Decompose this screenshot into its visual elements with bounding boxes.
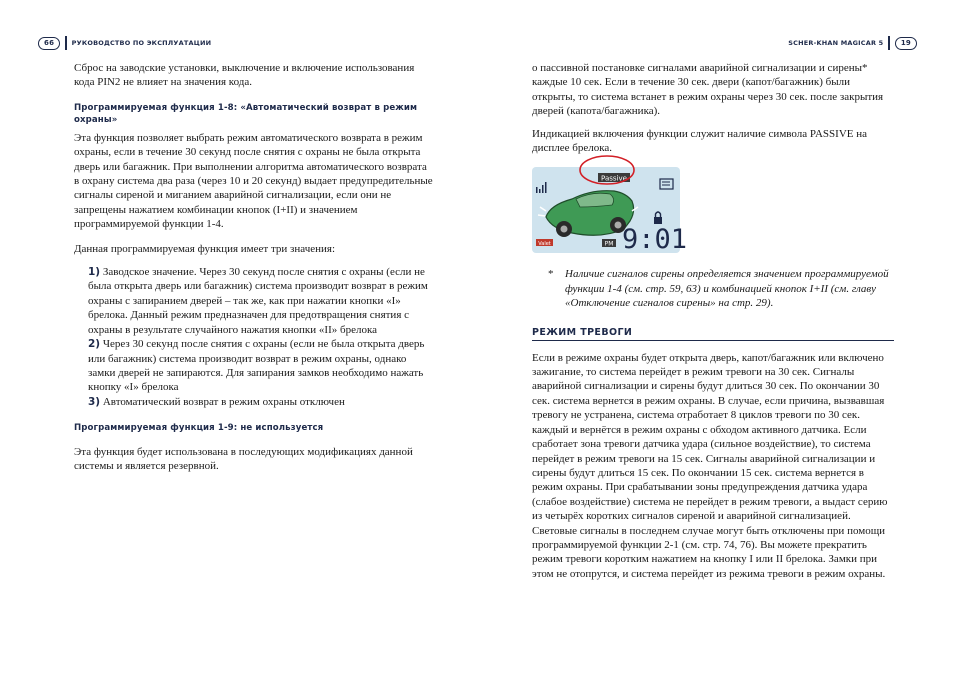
list-item: 2) Через 30 секунд после снятия с охраны (если не была открыта дверь или багажник) система производит возврат в режим охраны, однако замки дверей не запираются. Для запирания замков необходимо нажать кнопку «I» брелока [88,338,425,394]
values-intro: Данная программируемая функция имеет три значения: [74,242,336,255]
function-1-8-body: Эта функция позволяет выбрать режим автоматического возврата в режим охраны, если в течение 30 секунд после снятия с охраны не была открыта дверь или багажник. При выполнении алгоритма автоматического возврата в охрану система два раза (через 10 и 20 секунд) выдает предупредительные сигналы сиреной и миганием аварийной сигнализации, если они не запрещены нажатием комбинации кнопок (I+II) и значением программируемой функции 1-4. [74,131,433,231]
pm-label: PM [604,240,614,248]
function-1-8-heading: Программируемая функция 1-8: «Автоматический возврат в режим охраны» [74,102,418,126]
page-header-right [788,35,917,51]
list-item: 1) Заводское значение. Через 30 секунд после снятия с охраны (если не была открыта дверь или багажник) система производит возврат в режим охраны с запиранием дверей – так же, как при нажатии кнопки «I» брелока. Данный режим предназначен для предотвращения снятия с охраны в результате случайного нажатия кнопки «II» брелока [88,266,428,336]
left-page-number: 66 [38,37,60,50]
header-divider [65,36,67,50]
display-time: 9:01 [622,224,688,256]
lock-icon [654,212,662,224]
right-page-number: 19 [895,37,917,50]
right-column [532,61,894,581]
passive-paragraph: о пассивной постановке сигналами аварийной сигнализации и сирены* каждые 10 сек. Если в течение 30 сек. двери (капот/багажник) были открыты, то система встанет в режим охраны через 30 сек. после закрытия дверей (капота/багажника). [532,62,884,118]
remote-display-image [532,167,688,256]
intro-paragraph: Сброс на заводские установки, выключение и включение использования кода PIN2 не влияет на значения кода. [74,62,415,89]
function-1-9-body: Эта функция будет использована в последующих модификациях данной системы и является резервной. [74,445,413,473]
values-list [74,265,434,409]
function-1-9-heading: Программируемая функция 1-9: не используется [74,423,324,434]
indication-paragraph: Индикацией включения функции служит наличие символа PASSIVE на дисплее брелока. [532,127,868,155]
trunk-icon [660,179,673,189]
header-divider [888,36,890,50]
right-header-title: SCHER-KHAN MAGICAR 5 [788,39,884,47]
alarm-mode-heading: РЕЖИМ ТРЕВОГИ [532,327,894,341]
footnote [532,267,894,310]
valet-badge: Valet [538,241,551,248]
left-column [74,61,434,473]
left-header-title: РУКОВОДСТВО ПО ЭКСПЛУАТАЦИИ [71,39,212,47]
page-header-left [38,35,211,51]
alarm-mode-body: Если в режиме охраны будет открыта дверь, капот/багажник или включено зажигание, то система перейдет в режим тревоги на 30 сек. Сигналы аварийной сигнализации и сирены будут длиться 30 сек. По окончании 30 сек. система вернется в режим охраны. В случае, если причина, вызвавшая тревогу не устранена, система отработает 8 циклов тревоги по 30 сек. каждый и вернётся в режим охраны с обходом активного датчика. Если сработает зона тревоги датчика удара (сильное воздействие), то система перейдет в режим тревоги на 15 сек. Сигналы аварийной сигнализации и сирены будут длиться 15 сек. По окончании 15 сек. система вернется в режим охраны. При срабатывании зоны предупреждения датчика удара (слабое воздействие) система не перейдет в режим тревоги, а выдаст серию из четырёх коротких сигналов сиреной и аварийной сигнализацией. Световые сигналы в последнем случае могут быть отключены при помощи программируемой функции 2-1 (см. стр. 74, 76). Вы можете прекратить режим тревоги коротким нажатием на кнопку I или II брелока. Замки при этом не отопрутся, и система перейдет из режима тревоги в режим охраны. [532,351,888,580]
footnote-text: Наличие сигналов сирены определяется значением программируемой функции 1-4 (см. стр. 59, 63) и комбинацией кнопок I+II (см. главу «Отключение сигналов сирены» на стр. 29). [565,268,889,310]
footnote-star: * [548,268,554,281]
passive-label: Passive [601,174,627,183]
signal-icon [536,182,547,193]
highlight-ellipse [577,153,637,187]
list-item: 3) Автоматический возврат в режим охраны отключен [88,395,345,408]
